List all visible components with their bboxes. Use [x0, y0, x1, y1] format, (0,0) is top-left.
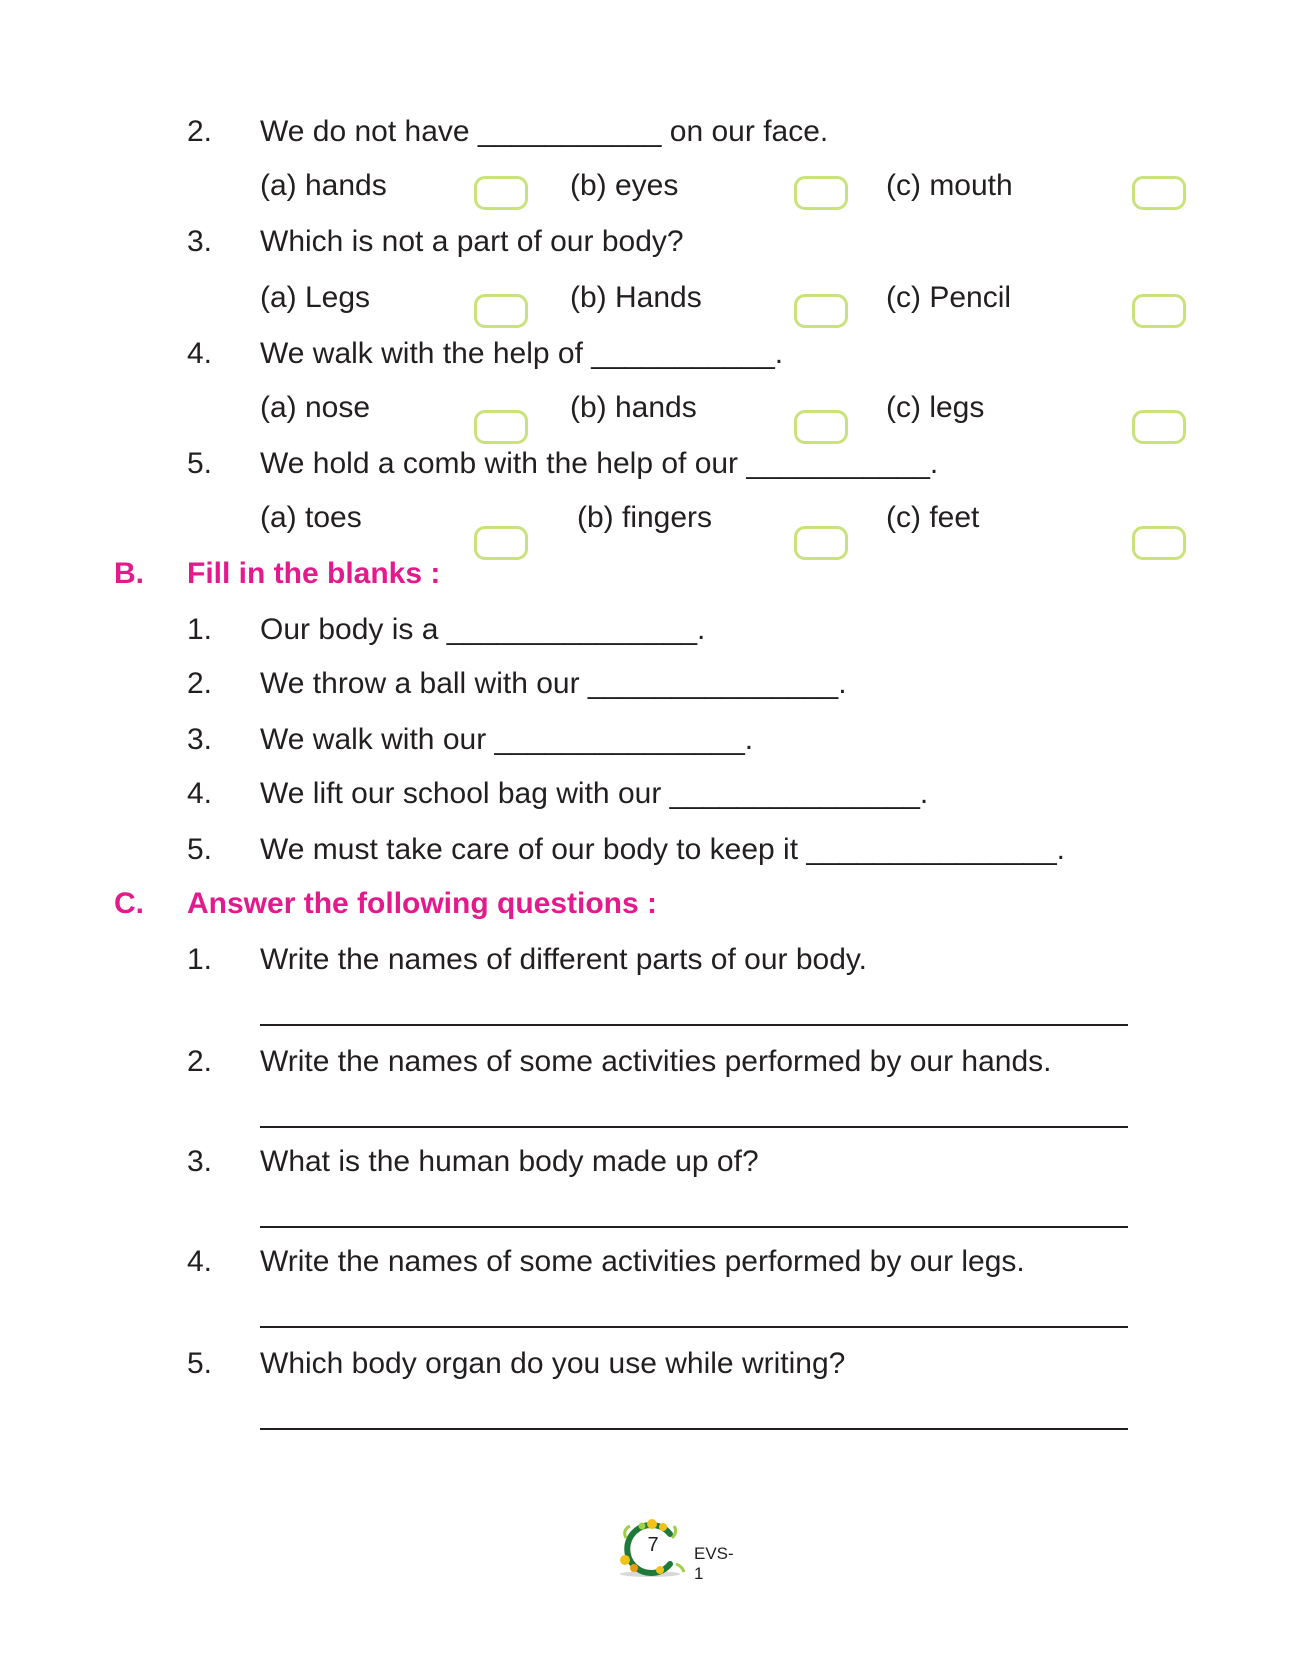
- option-a: (a) Legs: [260, 281, 371, 314]
- option-b-checkbox[interactable]: [794, 294, 848, 328]
- option-b: (b) hands: [570, 391, 697, 424]
- option-c-checkbox[interactable]: [1132, 410, 1186, 444]
- section-title: Fill in the blanks :: [187, 557, 441, 590]
- answer-line[interactable]: [260, 1024, 1128, 1026]
- question-text: What is the human body made up of?: [260, 1145, 759, 1178]
- question-number: 4.: [187, 337, 213, 370]
- option-b: (b) eyes: [570, 169, 679, 202]
- page-number: 7: [647, 1534, 659, 1556]
- option-a: (a) nose: [260, 391, 371, 424]
- item-number: 1.: [187, 613, 213, 646]
- option-b-checkbox[interactable]: [794, 176, 848, 210]
- option-c-checkbox[interactable]: [1132, 294, 1186, 328]
- question-number: 5.: [187, 447, 213, 480]
- answer-line[interactable]: [260, 1226, 1128, 1228]
- option-c: (c) Pencil: [886, 281, 1012, 314]
- option-a-checkbox[interactable]: [474, 410, 528, 444]
- option-b-checkbox[interactable]: [794, 526, 848, 560]
- page-footer: [612, 1516, 742, 1583]
- section-letter: B.: [114, 557, 144, 590]
- option-a: (a) hands: [260, 169, 387, 202]
- question-number: 3.: [187, 225, 213, 258]
- question-text: Write the names of some activities performed by our hands.: [260, 1045, 1052, 1078]
- item-number: 4.: [187, 777, 213, 810]
- item-text: We lift our school bag with our _______________.: [260, 777, 929, 810]
- question-number: 5.: [187, 1347, 213, 1380]
- question-text: We hold a comb with the help of our ___________.: [260, 447, 939, 480]
- question-number: 4.: [187, 1245, 213, 1278]
- question-text: Which is not a part of our body?: [260, 225, 684, 258]
- option-b-checkbox[interactable]: [794, 410, 848, 444]
- option-c: (c) legs: [886, 391, 985, 424]
- item-text: We must take care of our body to keep it _______________.: [260, 833, 1065, 866]
- question-text: Write the names of different parts of our body.: [260, 943, 867, 976]
- question-text: We walk with the help of ___________.: [260, 337, 784, 370]
- option-a-checkbox[interactable]: [474, 176, 528, 210]
- answer-line[interactable]: [260, 1326, 1128, 1328]
- question-number: 1.: [187, 943, 213, 976]
- question-number: 2.: [187, 1045, 213, 1078]
- book-label: EVS-1: [694, 1544, 734, 1583]
- item-number: 3.: [187, 723, 213, 756]
- item-text: We throw a ball with our _______________.: [260, 667, 847, 700]
- item-text: Our body is a _______________.: [260, 613, 706, 646]
- option-b: (b) fingers: [577, 501, 713, 534]
- question-number: 2.: [187, 115, 213, 148]
- answer-line[interactable]: [260, 1428, 1128, 1430]
- option-c-checkbox[interactable]: [1132, 526, 1186, 560]
- question-text: Which body organ do you use while writing?: [260, 1347, 846, 1380]
- item-text: We walk with our _______________.: [260, 723, 754, 756]
- option-a-checkbox[interactable]: [474, 526, 528, 560]
- option-b: (b) Hands: [570, 281, 702, 314]
- option-c: (c) feet: [886, 501, 980, 534]
- section-letter: C.: [114, 887, 144, 920]
- question-text: Write the names of some activities performed by our legs.: [260, 1245, 1025, 1278]
- option-c-checkbox[interactable]: [1132, 176, 1186, 210]
- question-text: We do not have ___________ on our face.: [260, 115, 829, 148]
- answer-line[interactable]: [260, 1126, 1128, 1128]
- option-c: (c) mouth: [886, 169, 1013, 202]
- section-title: Answer the following questions :: [187, 887, 658, 920]
- option-a: (a) toes: [260, 501, 362, 534]
- option-a-checkbox[interactable]: [474, 294, 528, 328]
- question-number: 3.: [187, 1145, 213, 1178]
- item-number: 5.: [187, 833, 213, 866]
- item-number: 2.: [187, 667, 213, 700]
